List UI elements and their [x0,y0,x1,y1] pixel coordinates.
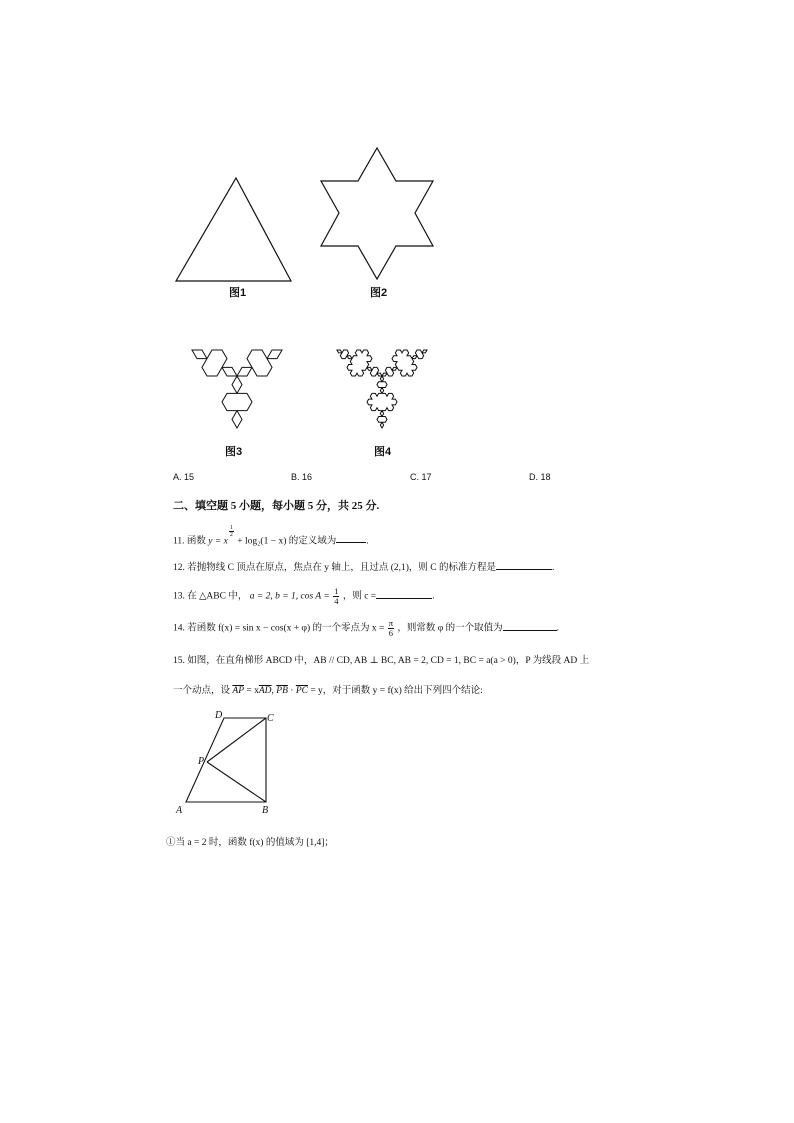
figure-4-caption: 图4 [374,446,392,458]
option-b: B. 16 [291,472,313,482]
q14-suffix: ，则常数 φ 的一个取值为 [397,623,503,634]
q11-suffix: 的定义域为 [288,536,337,547]
q13-frac-num: 1 [334,586,339,596]
question-13: 13. 在 △ABC 中， a = 2, b = 1, cos A = $\frac{1}{4}$ ，则 c = . [173,586,435,606]
q13-prefix: 13. 在 △ABC 中， [173,591,248,602]
question-12: 12. 若抛物线 C 顶点在原点，焦点在 y 轴上，且过点 (2,1)，则 C 的标准方程是 . [173,563,555,573]
label-p: P [198,756,205,767]
q12-text: 12. 若抛物线 C 顶点在原点，焦点在 y 轴上，且过点 (2,1)，则 C 的标准方程是 [173,563,497,573]
label-c: C [267,713,274,724]
q11-exponent [228,525,235,541]
q11-formula-right: + log₂(1 − x) [237,536,287,547]
q14-frac-den: 6 [388,628,393,638]
label-a: A [176,805,183,816]
section-title: 二、填空题 5 小题，每小题 5 分，共 25 分. [173,500,380,512]
vector-pb: $\overline{PB}$ [276,686,288,696]
figure-1-caption: 图1 [229,287,247,299]
q14-prefix: 14. 若函数 f(x) = sin x − cos(x + φ) 的一个零点为 x = [173,623,385,634]
vector-ap: $\overline{AP}$ [232,686,244,696]
q14-answer-blank[interactable] [503,630,557,631]
q11-answer-blank[interactable] [336,542,366,543]
q13-formula: a = 2, b = 1, cos A = [249,591,330,602]
snowflake-outline [337,350,427,428]
figure-2-star [315,145,439,283]
figure-1-triangle [172,175,294,285]
figure-3-caption: 图3 [225,446,243,458]
trapezoid-figure [174,708,284,818]
q11-exp-num: 1 [229,525,233,531]
q15-line2-d: · [287,686,296,696]
vector-pc: $\overline{PC}$ [295,686,308,696]
figure-2-caption: 图2 [370,287,388,299]
segment-pc [207,718,266,762]
q15-line2-c: , [271,686,277,696]
q15-line2-e: = y，对于函数 y = f(x) 给出下列四个结论: [307,686,483,696]
question-15-line-2 [173,682,483,696]
q11-prefix: 11. 函数 [173,536,206,547]
option-c: C. 17 [410,472,432,482]
q14-frac-num: π [388,618,394,628]
q12-answer-blank[interactable] [496,569,552,570]
segment-pb [207,762,266,802]
q13-answer-blank[interactable] [376,598,432,599]
q13-fraction [333,587,339,606]
question-11: 11. 函数 y = x $^{\frac{1}{2}}$ + log₂(1 − x) 的定义域为 . [173,525,369,547]
figure-4-snowflake [318,304,448,444]
q14-fraction [388,619,394,638]
q11-exp-den: 2 [229,532,233,538]
snowflake-outline [192,350,282,428]
label-b: B [262,805,269,816]
q13-frac-den: 4 [334,596,339,606]
option-d: D. 18 [529,472,551,482]
question-14: 14. 若函数 f(x) = sin x − cos(x + φ) 的一个零点为 x = $\frac{\pi}{6}$ ，则常数 φ 的一个取值为 . [173,618,560,638]
q11-formula-left: y = x [208,536,228,547]
q15-line2-b: = x [244,686,259,696]
question-15-line-1: 15. 如图，在直角梯形 ABCD 中，AB // CD, AB ⊥ BC, AB = 2, CD = 1, BC = a(a > 0)，P 为线段 AD 上 [173,656,590,666]
option-a: A. 15 [173,472,195,482]
figure-3-snowflake [172,304,302,444]
vector-ad: $\overline{AD}$ [258,686,272,696]
q15-line2-a: 一个动点，设 [173,686,233,696]
label-d: D [215,710,223,721]
conclusion-1: ①当 a = 2 时，函数 f(x) 的值域为 [1,4]； [166,838,334,848]
q13-suffix: ，则 c = [342,591,377,602]
